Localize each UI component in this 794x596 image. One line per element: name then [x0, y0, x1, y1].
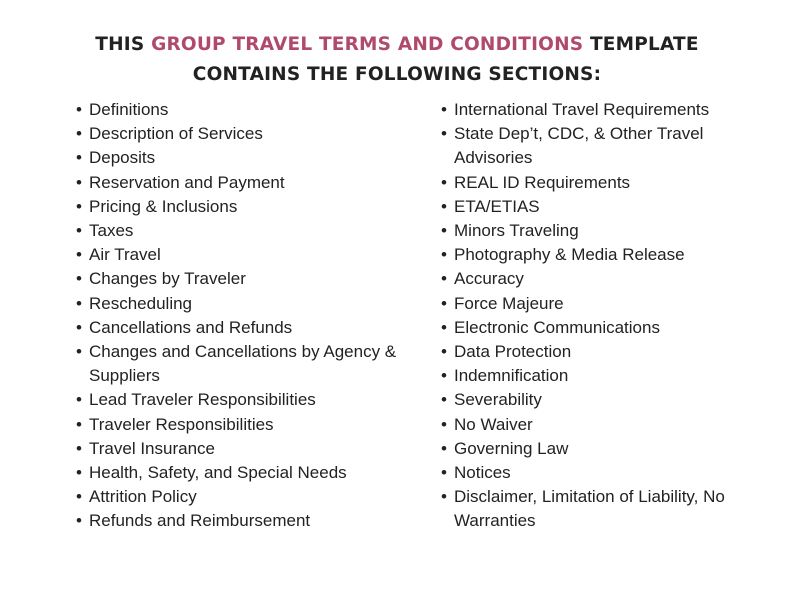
list-item-label: Deposits [89, 148, 156, 168]
list-item [441, 219, 761, 243]
list-item [76, 243, 421, 267]
heading-line-1 [0, 30, 794, 60]
bullet-icon: • [441, 342, 447, 362]
bullet-icon: • [76, 172, 82, 192]
list-item [76, 267, 421, 291]
bullet-icon: • [76, 390, 82, 410]
list-item [76, 437, 421, 461]
list-item-label: Electronic Communications [454, 317, 660, 337]
list-item-label: Force Majeure [454, 293, 564, 313]
bullet-icon: • [441, 245, 447, 265]
bullet-icon: • [441, 221, 447, 241]
bullet-icon: • [441, 390, 447, 410]
bullet-icon: • [441, 124, 447, 144]
bullet-icon: • [76, 269, 82, 289]
list-item-label: Description of Services [89, 124, 263, 144]
list-item [76, 316, 421, 340]
list-item-label: Rescheduling [89, 293, 193, 313]
list-item [76, 219, 421, 243]
list-item-label: Pricing & Inclusions [89, 196, 238, 216]
bullet-icon: • [76, 245, 82, 265]
list-item-label: Changes and Cancellations by Agency & Suppliers [89, 342, 397, 386]
list-item-label: Notices [454, 463, 511, 483]
list-item-label: ETA/ETIAS [454, 196, 540, 216]
list-item [441, 195, 761, 219]
bullet-icon: • [76, 293, 82, 313]
bullet-icon: • [76, 148, 82, 168]
list-item [441, 340, 761, 364]
list-item [441, 485, 761, 533]
list-item-label: Traveler Responsibilities [89, 414, 274, 434]
list-item-label: No Waiver [454, 414, 533, 434]
list-item-label: Disclaimer, Limitation of Liability, No Warranties [454, 487, 725, 531]
list-item-label: Attrition Policy [89, 487, 197, 507]
bullet-icon: • [441, 100, 447, 119]
list-item-label: Photography & Media Release [454, 245, 685, 265]
bullet-icon: • [441, 172, 447, 192]
list-item [76, 509, 421, 533]
list-item-label: Minors Traveling [454, 221, 579, 241]
list-item [76, 122, 421, 146]
sections-list-right [441, 98, 761, 534]
bullet-icon: • [76, 317, 82, 337]
list-item [76, 388, 421, 412]
bullet-icon: • [76, 511, 82, 531]
list-item [441, 461, 761, 485]
list-item [441, 413, 761, 437]
bullet-icon: • [441, 196, 447, 216]
list-item [76, 98, 421, 122]
list-item [76, 292, 421, 316]
sections-list-left [76, 98, 421, 534]
list-item-label: State Dep’t, CDC, & Other Travel Advisories [454, 124, 704, 168]
list-item [441, 171, 761, 195]
bullet-icon: • [76, 438, 82, 458]
list-item-label: Severability [454, 390, 542, 410]
list-item-label: Cancellations and Refunds [89, 317, 293, 337]
list-item [441, 437, 761, 461]
bullet-icon: • [441, 487, 447, 507]
list-item-label: Data Protection [454, 342, 572, 362]
page-heading [0, 30, 794, 90]
list-item [76, 413, 421, 437]
list-item-label: REAL ID Requirements [454, 172, 631, 192]
list-item-label: Indemnification [454, 366, 569, 386]
list-item [76, 485, 421, 509]
list-item-label: Accuracy [454, 269, 524, 289]
list-item [76, 461, 421, 485]
list-item-label: Lead Traveler Responsibilities [89, 390, 316, 410]
list-item-label: Governing Law [454, 438, 569, 458]
list-item-label: Reservation and Payment [89, 172, 285, 192]
list-item-label: Travel Insurance [89, 438, 215, 458]
heading-prefix: THIS [95, 34, 152, 55]
bullet-icon: • [76, 124, 82, 144]
list-item [76, 171, 421, 195]
bullet-icon: • [441, 293, 447, 313]
list-item [441, 267, 761, 291]
list-item [441, 364, 761, 388]
bullet-icon: • [441, 366, 447, 386]
heading-line-2: CONTAINS THE FOLLOWING SECTIONS: [192, 64, 602, 85]
bullet-icon: • [441, 269, 447, 289]
bullet-icon: • [76, 221, 82, 241]
list-item [76, 195, 421, 219]
bullet-icon: • [441, 438, 447, 458]
bullet-icon: • [76, 487, 82, 507]
list-item [441, 316, 761, 340]
list-item-label: Air Travel [89, 245, 161, 265]
bullet-icon: • [76, 463, 82, 483]
bullet-icon: • [76, 196, 82, 216]
bullet-icon: • [76, 342, 82, 362]
list-item [76, 146, 421, 170]
list-item-label: Definitions [89, 100, 169, 119]
heading-accent-title: GROUP TRAVEL TERMS AND CONDITIONS [151, 34, 584, 55]
list-item-label: Health, Safety, and Special Needs [89, 463, 347, 483]
list-item-label: Taxes [89, 221, 134, 241]
list-item [441, 98, 761, 122]
list-item-label: International Travel Requirements [454, 100, 710, 119]
heading-suffix: TEMPLATE [583, 34, 699, 55]
bullet-icon: • [441, 463, 447, 483]
bullet-icon: • [441, 317, 447, 337]
list-item [441, 122, 761, 170]
list-item [76, 340, 421, 388]
list-item [441, 388, 761, 412]
bullet-icon: • [76, 100, 82, 119]
list-item-label: Refunds and Reimbursement [89, 511, 311, 531]
bullet-icon: • [76, 414, 82, 434]
list-item [441, 292, 761, 316]
list-item [441, 243, 761, 267]
bullet-icon: • [441, 414, 447, 434]
list-item-label: Changes by Traveler [89, 269, 246, 289]
